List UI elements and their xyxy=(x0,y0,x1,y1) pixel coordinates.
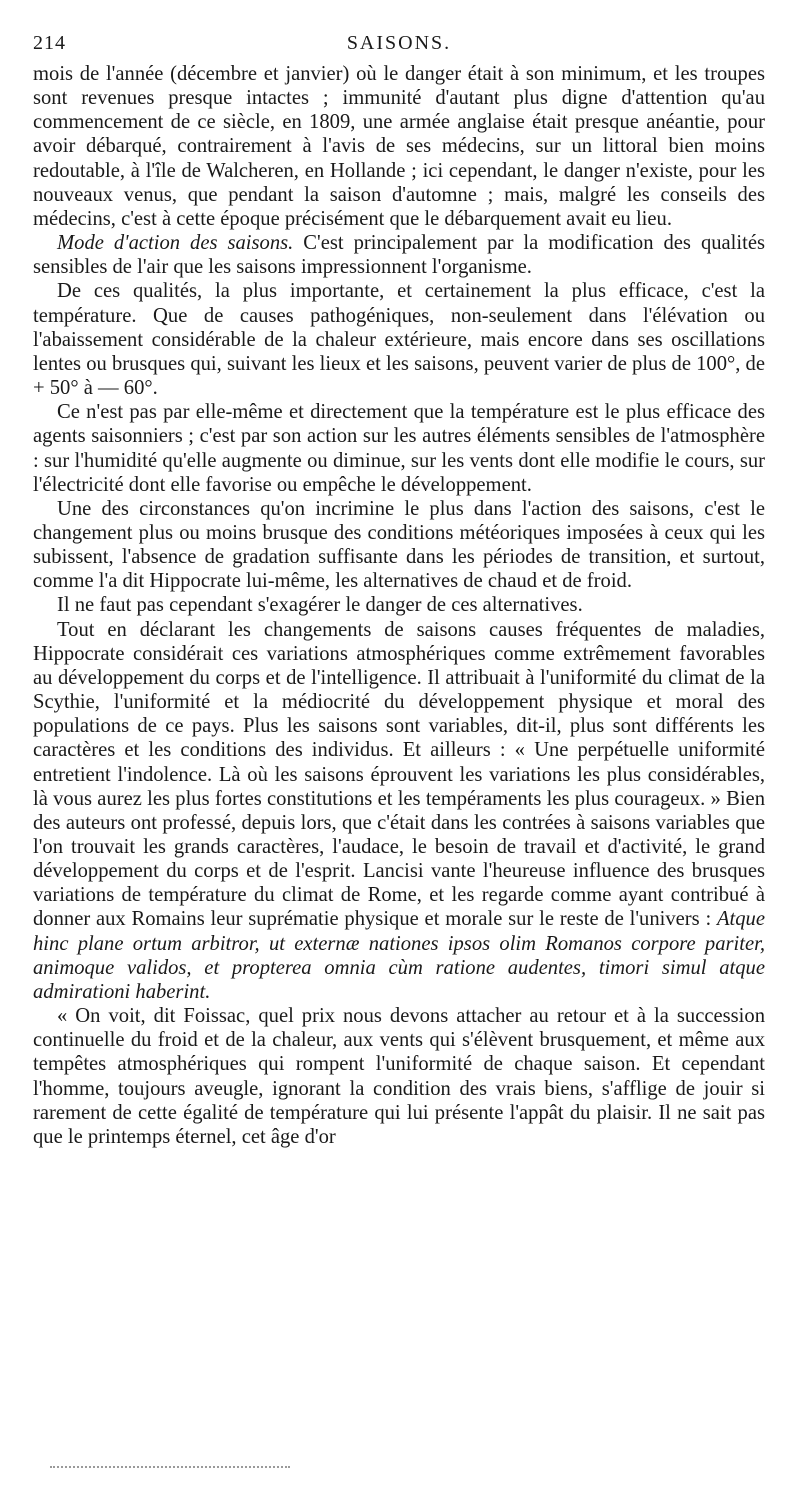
paragraph xyxy=(33,231,765,279)
paragraph xyxy=(33,279,765,400)
paragraph-text: Il ne faut pas cependant s'exagérer le danger de ces alternatives. xyxy=(57,594,583,617)
paragraph-text: « On voit, dit Foissac, quel prix nous devons attacher au retour et à la succession continuelle du froid et de la chaleur, aux vents qui s'élèvent brusquement, et même aux tempêtes atmosphériques qui rompent l'uniformité de chaque saison. Et cependant l'homme, toujours aveugle, ignorant la condition des vrais biens, s'afflige de jouir si rarement de cette égalité de température qui lui présente l'appât du plaisir. Il ne sait pas que le printemps éternel, cet âge d'or xyxy=(33,1005,765,1148)
footer-rule xyxy=(50,1466,290,1468)
page-number: 214 xyxy=(33,32,66,54)
paragraph xyxy=(33,593,765,617)
latin-quote: Atque hinc plane ortum arbitror, ut externæ nationes ipsos olim Romanos corpore pariter, animoque validos, et propterea omnia cùm ratione audentes, timori simul atque admirationi haberint. xyxy=(33,908,765,1003)
section-heading: Mode d'action des saisons. xyxy=(57,232,294,255)
paragraph-text: Une des circonstances qu'on incrimine le plus dans l'action des saisons, c'est le changement plus ou moins brusque des conditions météoriques imposées à ceux qui les subissent, l'absence de gradation suffisante dans les périodes de transition, et surtout, comme l'a dit Hippocrate lui-même, les alternatives de chaud et de froid. xyxy=(33,497,765,593)
paragraph xyxy=(33,618,765,1005)
paragraph-text: C'est principalement par la modification des qualités sensibles de l'air que les saisons impressionnent l'organisme. xyxy=(33,232,765,279)
paragraph-text: Ce n'est pas par elle-même et directement que la température est le plus efficace des agents saisonniers ; c'est par son action sur les autres éléments sensibles de l'atmosphère : sur l'humidité qu'elle augmente ou diminue, sur les vents dont elle modifie le cours, sur l'électricité dont elle favorise ou empêche le développement. xyxy=(33,401,765,496)
paragraph-text: De ces qualités, la plus importante, et certainement la plus efficace, c'est la température. Que de causes pathogéniques, non-seulement dans l'élévation ou l'abaissement considérable de la chaleur extérieure, mais encore dans ses oscillations lentes ou brusques qui, suivant les lieux et les saisons, peuvent varier de plus de 100°, de + 50° à — 60°. xyxy=(33,280,765,400)
paragraph xyxy=(33,62,765,231)
paragraph-text: mois de l'année (décembre et janvier) où le danger était à son minimum, et les troupes sont revenues presque intactes ; immunité d'autant plus digne d'attention qu'au commencement de ce siècle, en 1809, une armée anglaise était presque anéantie, pour avoir débarqué, contrairement à l'avis de ses médecins, sur un littoral bien moins redoutable, à l'île de Walcheren, en Hollande ; ici cependant, le danger n'existe, pour les nouveaux venus, que pendant la saison d'automne ; mais, malgré les conseils des médecins, c'est à cette époque précisément que le débarquement avait eu lieu. xyxy=(33,63,765,230)
body-text xyxy=(33,62,765,1149)
paragraph xyxy=(33,1004,765,1149)
book-page xyxy=(33,28,765,1149)
paragraph xyxy=(33,400,765,497)
paragraph-text: Tout en déclarant les changements de saisons causes fréquentes de maladies, Hippocrate considérait ces variations atmosphériques comme extrêmement favorables au développement du corps et de l'intelligence. Il attribuait à l'uniformité du climat de la Scythie, l'uniformité et la médiocrité du développement physique et moral des populations de ce pays. Plus les saisons sont variables, dit-il, plus sont différents les caractères et les conditions des individus. Et ailleurs : « Une perpétuelle uniformité entretient l'indolence. Là où les saisons éprouvent les variations les plus considérables, là vous aurez les plus fortes constitutions et les tempéraments les plus courageux. » Bien des auteurs ont professé, depuis lors, que c'était dans les contrées à saisons variables que l'on trouvait les grands caractères, l'audace, le besoin de travail et d'activité, le grand développement du corps et de l'esprit. Lancisi vante l'heureuse influence des brusques variations de température du climat de Rome, et les regarde comme ayant contribué à donner aux Romains leur suprématie physique et morale sur le reste de l'univers : xyxy=(33,618,765,931)
paragraph xyxy=(33,497,765,594)
running-head xyxy=(33,28,765,62)
running-title: SAISONS. xyxy=(346,32,452,54)
